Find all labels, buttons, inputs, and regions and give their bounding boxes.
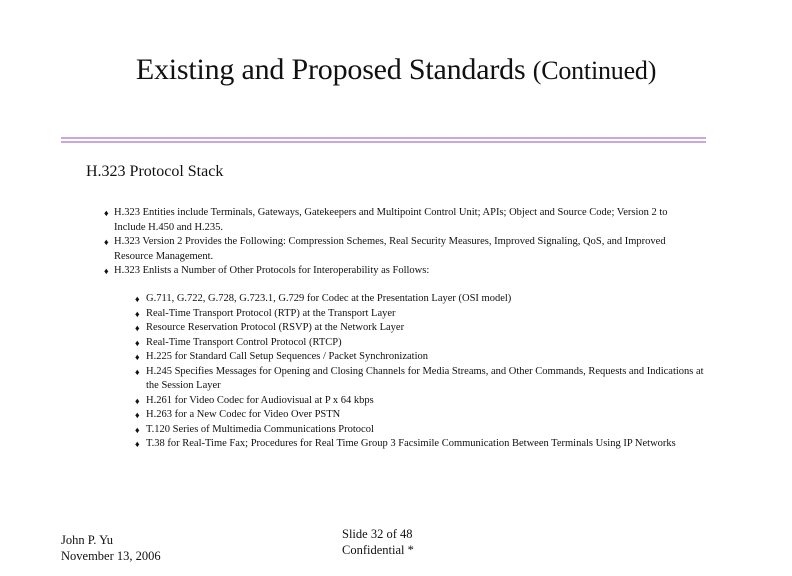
title-main: Existing and Proposed Standards	[135, 53, 526, 86]
slide-title	[0, 52, 792, 89]
sub-bullet-list	[135, 292, 706, 452]
footer-slide-number: Slide 32 of 48	[342, 527, 413, 541]
sub-bullet-text: H.245 Specifies Messages for Opening and Closing Channels for Media Streams, and Other Commands, Requests and Indications at the Session Layer	[146, 365, 704, 391]
diamond-bullet-icon: ♦	[104, 237, 109, 247]
sub-bullet-text: H.263 for a New Codec for Video Over PSTN	[146, 409, 341, 420]
diamond-bullet-icon: ♦	[135, 337, 140, 348]
diamond-bullet-icon: ♦	[104, 266, 109, 276]
list-item	[135, 394, 706, 409]
title-sub: (Continued)	[532, 56, 657, 85]
footer-author-block	[61, 532, 161, 564]
sub-bullet-text: G.711, G.722, G.728, G.723.1, G.729 for Codec at the Presentation Layer (OSI model)	[146, 293, 512, 304]
section-heading: H.323 Protocol Stack	[86, 163, 224, 180]
diamond-bullet-icon: ♦	[135, 366, 140, 377]
list-item	[135, 336, 706, 351]
list-item	[135, 321, 706, 336]
bullet-list	[104, 206, 674, 279]
diamond-bullet-icon: ♦	[135, 323, 140, 333]
diamond-bullet-icon: ♦	[135, 424, 140, 435]
list-item	[135, 365, 706, 394]
diamond-bullet-icon: ♦	[135, 395, 140, 406]
sub-bullet-text: T.38 for Real-Time Fax; Procedures for Real Time Group 3 Facsimile Communication Between Terminals Using IP Networks	[146, 438, 676, 449]
footer-date: November 13, 2006	[61, 549, 161, 563]
sub-bullet-text: Real-Time Transport Protocol (RTP) at the Transport Layer	[146, 307, 396, 319]
bullet-text: H.323 Enlists a Number of Other Protocols for Interoperability as Follows:	[114, 265, 430, 276]
diamond-bullet-icon: ♦	[104, 208, 109, 218]
sub-bullet-text: H.225 for Standard Call Setup Sequences / Packet Synchronization	[146, 351, 428, 362]
list-item	[135, 307, 706, 322]
footer-author: John P. Yu	[61, 533, 113, 547]
title-divider-bottom	[61, 141, 706, 143]
bullet-text: H.323 Entities include Terminals, Gateways, Gatekeepers and Multipoint Control Unit; APIs; Object and Source Code; Version 2 to Include H.450 and H.235.	[114, 207, 668, 233]
list-item	[135, 423, 706, 438]
bullet-text: H.323 Version 2 Provides the Following: Compression Schemes, Real Security Measures, Improved Signaling, QoS, and Improved Resource Management.	[114, 236, 666, 262]
diamond-bullet-icon: ♦	[135, 410, 140, 420]
list-item	[135, 292, 706, 307]
sub-bullet-text: H.261 for Video Codec for Audiovisual at P x 64 kbps	[146, 394, 374, 406]
diamond-bullet-icon: ♦	[135, 439, 140, 449]
list-item	[104, 235, 674, 264]
footer-confidential: Confidential *	[342, 543, 414, 557]
sub-bullet-text: T.120 Series of Multimedia Communications Protocol	[146, 423, 374, 435]
diamond-bullet-icon: ♦	[135, 308, 140, 319]
list-item	[135, 437, 706, 452]
title-divider-top	[61, 137, 706, 139]
list-item	[104, 264, 674, 279]
list-item	[104, 206, 674, 235]
sub-bullet-text: Real-Time Transport Control Protocol (RTCP)	[146, 336, 342, 348]
list-item	[135, 350, 706, 365]
sub-bullet-text: Resource Reservation Protocol (RSVP) at the Network Layer	[146, 322, 405, 333]
list-item	[135, 408, 706, 423]
footer-slide-info	[342, 526, 414, 558]
diamond-bullet-icon: ♦	[135, 352, 140, 362]
diamond-bullet-icon: ♦	[135, 294, 140, 304]
